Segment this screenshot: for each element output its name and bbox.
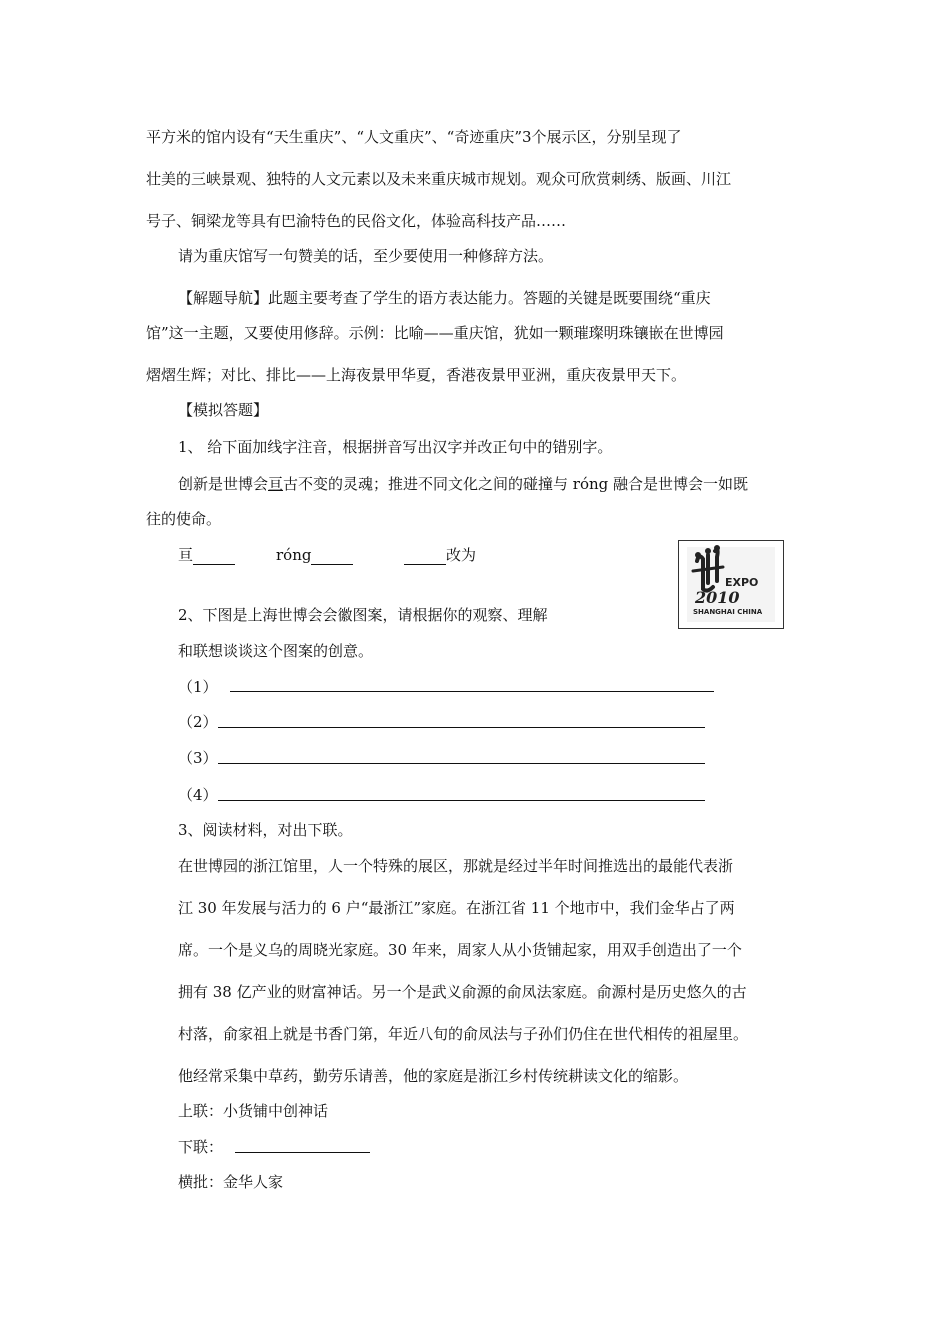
guide-line-1: 【解题导航】此题主要考查了学生的语方表达能力。答题的关键是既要围绕“重庆 <box>178 289 711 307</box>
q2-answer-line-3[interactable] <box>218 763 705 764</box>
guide-line-3: 熠熠生辉；对比、排比——上海夜景甲华夏，香港夜景甲亚洲，重庆夜景甲天下。 <box>146 366 687 384</box>
q1-sentence-line-2: 往的使命。 <box>146 510 222 528</box>
q1-answer-2 <box>276 545 353 565</box>
logo-city-text: SHANGHAI CHINA <box>693 608 763 616</box>
q1-answer-3 <box>404 545 476 565</box>
passage-line-2: 壮美的三峡景观、独特的人文元素以及未来重庆城市规划。观众可欣赏刺绣、版画、川江 <box>146 170 732 188</box>
expo-logo-frame <box>678 540 784 629</box>
logo-year-text: 2010 <box>695 588 740 607</box>
q2-answer-line-4[interactable] <box>218 800 705 801</box>
q2-answer-line-2[interactable] <box>218 727 705 728</box>
logo-expo-text: EXPO <box>725 576 759 589</box>
q1-answer-1 <box>178 545 235 565</box>
q3-upper-couplet: 上联：小货铺中创神话 <box>178 1102 329 1120</box>
q2-item-label-2: （2） <box>178 713 218 731</box>
q1-answer-label-2: róng <box>276 546 312 564</box>
q2-answer-line-1[interactable] <box>230 691 714 692</box>
q3-lower-couplet <box>178 1137 223 1157</box>
q2-prompt-line-1: 2、下图是上海世博会会徽图案，请根据你的观察、理解 <box>178 606 548 624</box>
q2-item-label-1: （1） <box>178 678 218 696</box>
q1-prompt: 1、 给下面加线字注音，根据拼音写出汉字并改正句中的错别字。 <box>178 438 613 456</box>
q1-sentence-post: 古不变的灵魂；推进不同文化之间的碰撞与 róng 融合是世博会一如既 <box>283 475 749 493</box>
expo-logo-image <box>679 541 783 628</box>
q2-item-label-4: （4） <box>178 786 218 804</box>
q2-item-label-3: （3） <box>178 749 218 767</box>
q1-answer-blank-2[interactable] <box>311 548 353 565</box>
q1-answer-blank-1[interactable] <box>193 548 235 565</box>
q3-material-line-6: 他经常采集中草药，勤劳乐请善，他的家庭是浙江乡村传统耕读文化的缩影。 <box>178 1067 689 1085</box>
q3-lower-answer-line[interactable] <box>235 1152 370 1153</box>
q3-material-line-2: 江 30 年发展与活力的 6 户“最浙江”家庭。在浙江省 11 个地市中，我们金华占了两 <box>178 899 735 917</box>
q2-prompt-line-2: 和联想谈谈这个图案的创意。 <box>178 642 374 660</box>
passage-line-1: 平方米的馆内设有“天生重庆”、“人文重庆”、“奇迹重庆”3个展示区，分别呈现了 <box>146 128 682 146</box>
q1-sentence-pre: 创新是世博会 <box>178 475 269 493</box>
q3-lower-label: 下联： <box>178 1138 224 1156</box>
q1-answer-blank-3[interactable] <box>404 548 446 565</box>
q3-banner: 横批：金华人家 <box>178 1173 284 1191</box>
q3-material-line-4: 拥有 38 亿产业的财富神话。另一个是武义俞源的俞凤法家庭。俞源村是历史悠久的古 <box>178 983 747 1001</box>
question-text: 请为重庆馆写一句赞美的话，至少要使用一种修辞方法。 <box>178 247 554 265</box>
guide-line-2: 馆”这一主题，又要使用修辞。示例：比喻——重庆馆，犹如一颗璀璨明珠镶嵌在世博园 <box>146 324 724 342</box>
q1-answer-label-3: 改为 <box>446 546 477 564</box>
q3-material-line-1: 在世博园的浙江馆里，人一个特殊的展区，那就是经过半年时间推选出的最能代表浙 <box>178 857 734 875</box>
q1-underlined-char: 亘 <box>268 475 284 493</box>
q3-material-line-3: 席。一个是义乌的周晓光家庭。30 年来，周家人从小货铺起家，用双手创造出了一个 <box>178 941 742 959</box>
q1-sentence <box>178 474 748 494</box>
q3-material-line-5: 村落，俞家祖上就是书香门第，年近八旬的俞凤法与子孙们仍住在世代相传的祖屋里。 <box>178 1025 749 1043</box>
section-title: 【模拟答题】 <box>178 401 269 419</box>
passage-line-3: 号子、铜梁龙等具有巴渝特色的民俗文化，体验高科技产品…… <box>146 212 567 230</box>
q3-prompt: 3、阅读材料，对出下联。 <box>178 821 353 839</box>
q1-answer-label-1: 亘 <box>178 546 194 564</box>
